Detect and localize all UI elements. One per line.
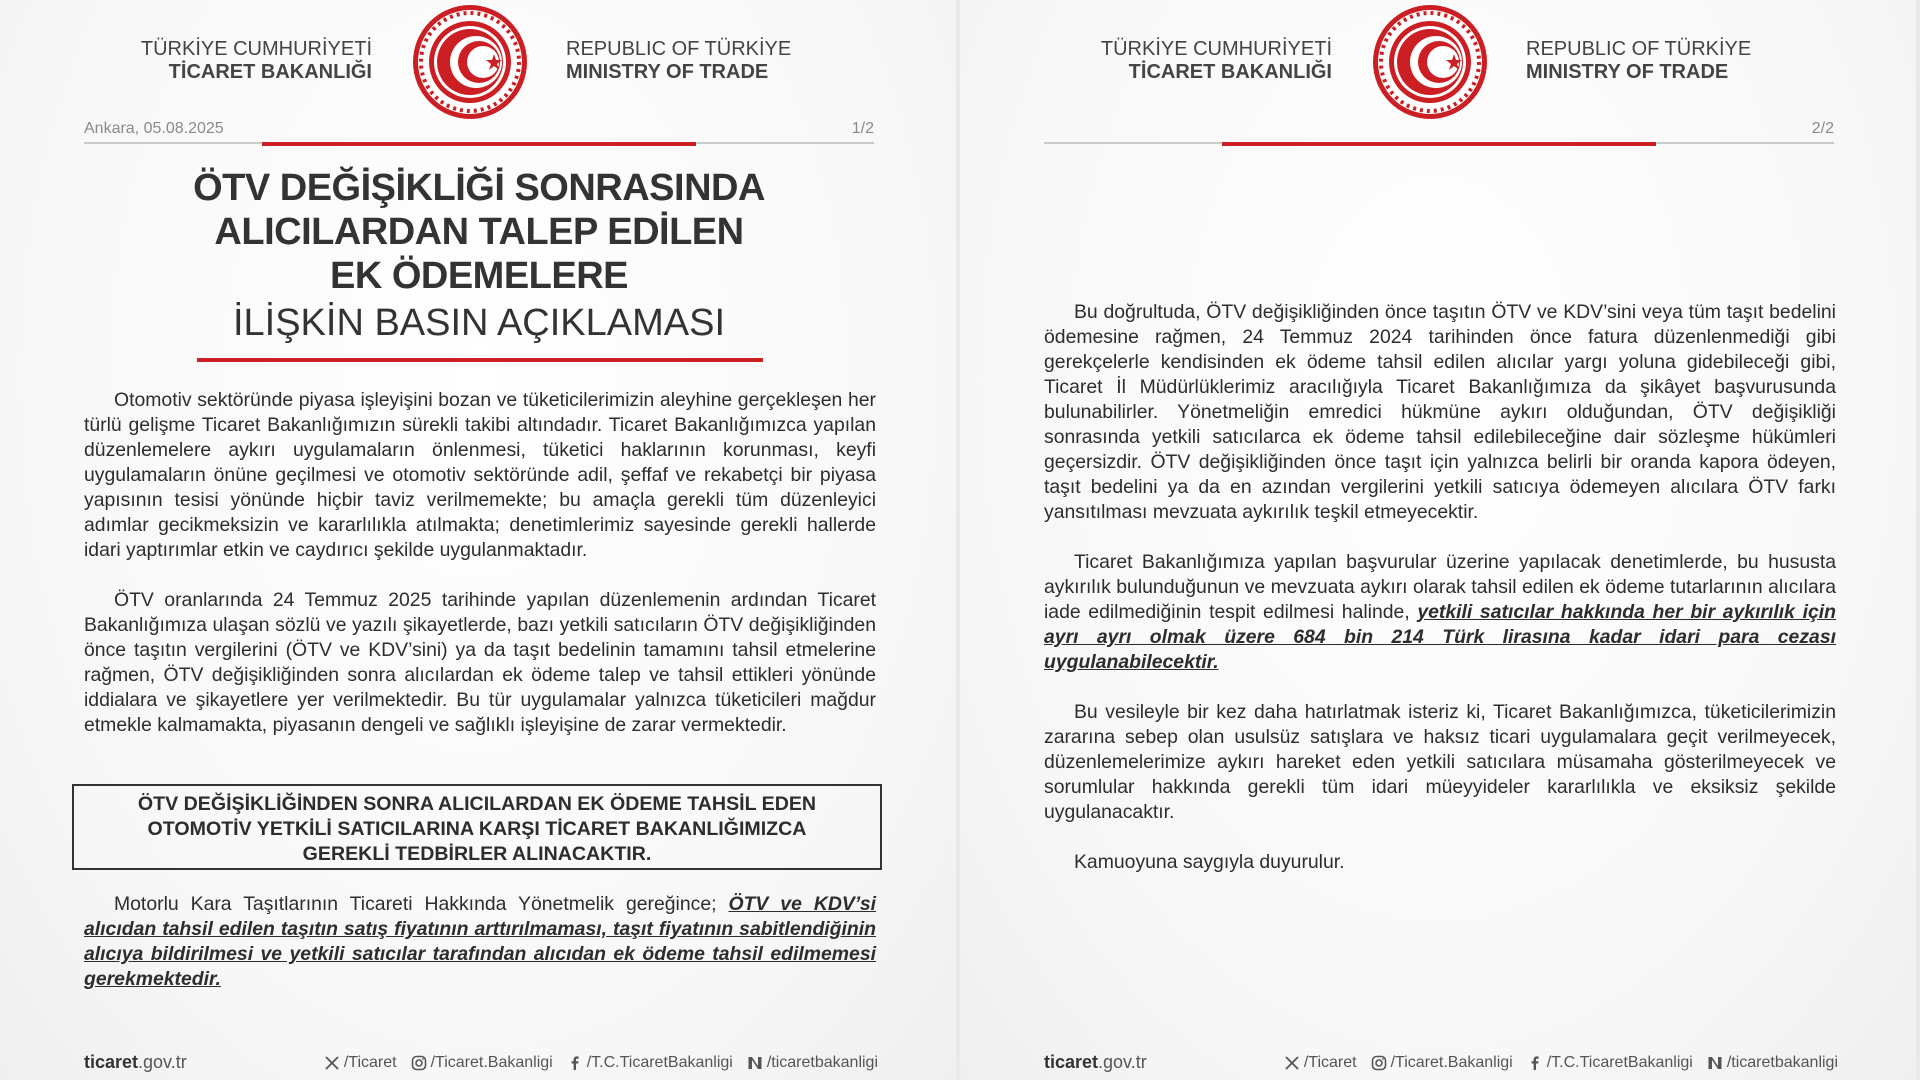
header-country-tr: TÜRKİYE CUMHURİYETİ (140, 38, 372, 60)
facebook-icon (1527, 1055, 1543, 1071)
facebook-handle: /T.C.TicaretBakanligi (1546, 1054, 1693, 1071)
body-text (1044, 300, 1836, 900)
document-page-2 (960, 0, 1916, 1080)
paragraph-4: Kamuoyuna saygıyla duyurulur. (1074, 851, 1345, 873)
ministry-seal-icon (410, 2, 530, 122)
website-link[interactable] (84, 1052, 187, 1073)
title-line-2: ALICILARDAN TALEP EDİLEN (214, 211, 744, 253)
footer (1044, 1052, 1838, 1076)
nsosyal-icon (1707, 1055, 1723, 1071)
instagram-link[interactable] (1371, 1054, 1513, 1072)
instagram-handle: /Ticaret.Bakanligi (1390, 1054, 1513, 1071)
x-handle: /Ticaret (343, 1054, 397, 1071)
page-number: 2/2 (1811, 120, 1834, 137)
header-left (141, 38, 372, 84)
header-right (566, 38, 791, 84)
paragraph-2 (1044, 550, 1836, 675)
header-accent-line (1222, 142, 1656, 146)
title-line-1: ÖTV DEĞİŞİKLİĞİ SONRASINDA (193, 167, 765, 209)
facebook-icon (567, 1055, 583, 1071)
social-links (324, 1054, 878, 1072)
paragraph-2: ÖTV oranlarında 24 Temmuz 2025 tarihinde yapılan düzenlemenin ardından Ticaret Bakanlığımıza ulaşan sözlü ve yazılı şikayetlerde, bazı yetkili satıcıların ÖTV değişikliğinden önce taşıtın vergilerini (ÖTV ve KDV’sini) ya da taşıt bedelinin tamamını tahsil etmelerine rağmen, ÖTV değişikliğinden sonra alıcılardan ek ödeme talep ve tahsil ettikleri yönünde iddialara ve şikayetlere yer verilmektedir. Bu tür uygulamalar yalnızca tüketicileri mağdur etmekle kalmamakta, piyasanın dengeli ve sağlıklı işleyişine de zarar vermektedir. (84, 589, 876, 736)
header-right (1526, 38, 1751, 84)
social-links (1284, 1054, 1838, 1072)
instagram-icon (1371, 1055, 1387, 1071)
paragraph-3 (84, 892, 876, 992)
nsosyal-handle: /ticaretbakanligi (766, 1054, 878, 1071)
header-country-en: REPUBLIC OF TÜRKİYE (566, 38, 792, 60)
body-text-bottom (84, 892, 876, 1017)
header-ministry-en: MINISTRY OF TRADE (1526, 61, 1729, 83)
highlight-line-3: GEREKLİ TEDBİRLER ALINACAKTIR. (302, 843, 652, 865)
highlight-line-2: OTOMOTİV YETKİLİ SATICILARINA KARŞI TİCARET BAKANLIĞIMIZCA (147, 818, 807, 840)
instagram-icon (411, 1055, 427, 1071)
header-ministry-tr: TİCARET BAKANLIĞI (168, 61, 372, 83)
website-domain: .gov.tr (138, 1052, 187, 1072)
facebook-handle: /T.C.TicaretBakanligi (586, 1054, 733, 1071)
paragraph-3-emphasis: ÖTV ve KDV’si alıcıdan tahsil edilen taşıtın satış fiyatının arttırılmaması, taşıt fiyatının sabitlendiğinin alıcıya bildirilmesi ve yetkili satıcılar tarafından alıcıdan ek ödeme tahsil edilmemesi gerekmektedir. (84, 893, 876, 990)
paragraph-2-text: Ticaret Bakanlığımıza yapılan başvurular üzerine yapılacak denetimlerde, bu hususta aykırılık bulunduğunun ve mevzuata aykırı olarak tahsil edilen ek ödeme tutarlarının alıcılara iade edilmediğinin tespit edilmesi halinde, (1044, 551, 1836, 623)
x-handle: /Ticaret (1303, 1054, 1357, 1071)
website-link[interactable] (1044, 1052, 1147, 1073)
paragraph-2-emphasis: yetkili satıcılar hakkında her bir aykırılık için ayrı ayrı olmak üzere 684 bin 214 Türk lirasına kadar idari para cezası uygulanabilecektir. (1044, 601, 1836, 673)
website-domain: .gov.tr (1098, 1052, 1147, 1072)
header-ministry-en: MINISTRY OF TRADE (566, 61, 769, 83)
document-page-1 (0, 0, 956, 1080)
instagram-link[interactable] (411, 1054, 553, 1072)
header-ministry-tr: TİCARET BAKANLIĞI (1128, 61, 1332, 83)
footer (84, 1052, 878, 1076)
title-underline (197, 358, 763, 362)
highlight-box (72, 784, 882, 870)
ministry-seal-icon (1370, 2, 1490, 122)
website-name: ticaret (1044, 1052, 1099, 1072)
facebook-link[interactable] (1527, 1054, 1693, 1072)
title-line-3: EK ÖDEMELERE (329, 255, 629, 297)
title-subtitle: İLİŞKİN BASIN AÇIKLAMASI (232, 302, 726, 344)
x-icon (324, 1055, 340, 1071)
page-number: 1/2 (851, 120, 874, 137)
website-name: ticaret (84, 1052, 139, 1072)
paragraph-3: Bu vesileyle bir kez daha hatırlatmak isteriz ki, Ticaret Bakanlığımızca, tüketicilerimizin zararına sebep olan usulsüz satışlara ve haksız ticari uygulamalara geçit verilmeyecek, düzenlemelerimize aykırı hareket eden yetkili satıcılara müsamaha gösterilmeyecek ve sorumlular hakkında gerekli tüm idari müeyyideler kararlılıkla ve eksiksiz şekilde uygulanacaktır. (1044, 701, 1836, 823)
x-link[interactable] (324, 1054, 397, 1072)
letterhead (960, 0, 1916, 125)
header-country-en: REPUBLIC OF TÜRKİYE (1526, 38, 1752, 60)
header-left (1101, 38, 1332, 84)
press-release-title (84, 166, 874, 346)
letterhead (0, 0, 956, 125)
x-icon (1284, 1055, 1300, 1071)
header-country-tr: TÜRKİYE CUMHURİYETİ (1100, 38, 1332, 60)
highlight-line-1: ÖTV DEĞİŞİKLİĞİNDEN SONRA ALICILARDAN EK ÖDEME TAHSİL EDEN (137, 793, 817, 815)
paragraph-3-text: Motorlu Kara Taşıtlarının Ticareti Hakkında Yönetmelik gereğince; (114, 893, 729, 915)
x-link[interactable] (1284, 1054, 1357, 1072)
paragraph-1: Otomotiv sektöründe piyasa işleyişini bozan ve tüketicilerimizin aleyhine gerçekleşen her türlü gelişme Ticaret Bakanlığımızın sürekli takibi altındadır. Ticaret Bakanlığımızca yapılan düzenlemelere aykırı uygulamaların önlenmesi, tüketici haklarının korunması, keyfi uygulamaların önüne geçilmesi ve otomotiv sektöründe adil, şeffaf ve rekabetçi bir piyasa yapısının tesisi yönünde hiçbir taviz verilmemekte; bu amaçla gerekli tüm düzenleyici adımlar gecikmeksizin ve kararlılıkla atılmakta; denetimlerimiz sayesinde gerekli hallerde idari yaptırımlar etkin ve caydırıcı şekilde uygulanmaktadır. (84, 389, 876, 561)
document-date: Ankara, 05.08.2025 (84, 120, 224, 137)
nsosyal-icon (747, 1055, 763, 1071)
facebook-link[interactable] (567, 1054, 733, 1072)
nsosyal-handle: /ticaretbakanligi (1726, 1054, 1838, 1071)
instagram-handle: /Ticaret.Bakanligi (430, 1054, 553, 1071)
nsosyal-link[interactable] (1707, 1054, 1838, 1072)
paragraph-1: Bu doğrultuda, ÖTV değişikliğinden önce taşıtın ÖTV ve KDV’sini veya tüm taşıt bedelini ödemesine rağmen, 24 Temmuz 2024 tarihinden önce fatura düzenlenmediği gibi gerekçelerle kendisinden ek ödeme tahsil edilen alıcılar yargı yoluna gidebileceği gibi, Ticaret İl Müdürlüklerimiz aracılığıyla Ticaret Bakanlığımıza da şikâyet başvurusunda bulunabilirler. Yönetmeliğin emredici hükmüne aykırı olduğundan, ÖTV değişikliği sonrasında yetkili satıcılarca ek ödeme tahsil edilebileceğine dair sözleşme hükümleri geçersizdir. ÖTV değişikliğinden önce taşıt için yalnızca belirli bir oranda kapora ödeyen, taşıt bedelini ya da en azından vergilerini yetkili satıcıya ödemeyen alıcılara ÖTV farkı yansıtılması mevzuata aykırılık teşkil etmeyecektir. (1044, 301, 1836, 523)
nsosyal-link[interactable] (747, 1054, 878, 1072)
body-text-top (84, 388, 876, 763)
header-accent-line (262, 142, 696, 146)
